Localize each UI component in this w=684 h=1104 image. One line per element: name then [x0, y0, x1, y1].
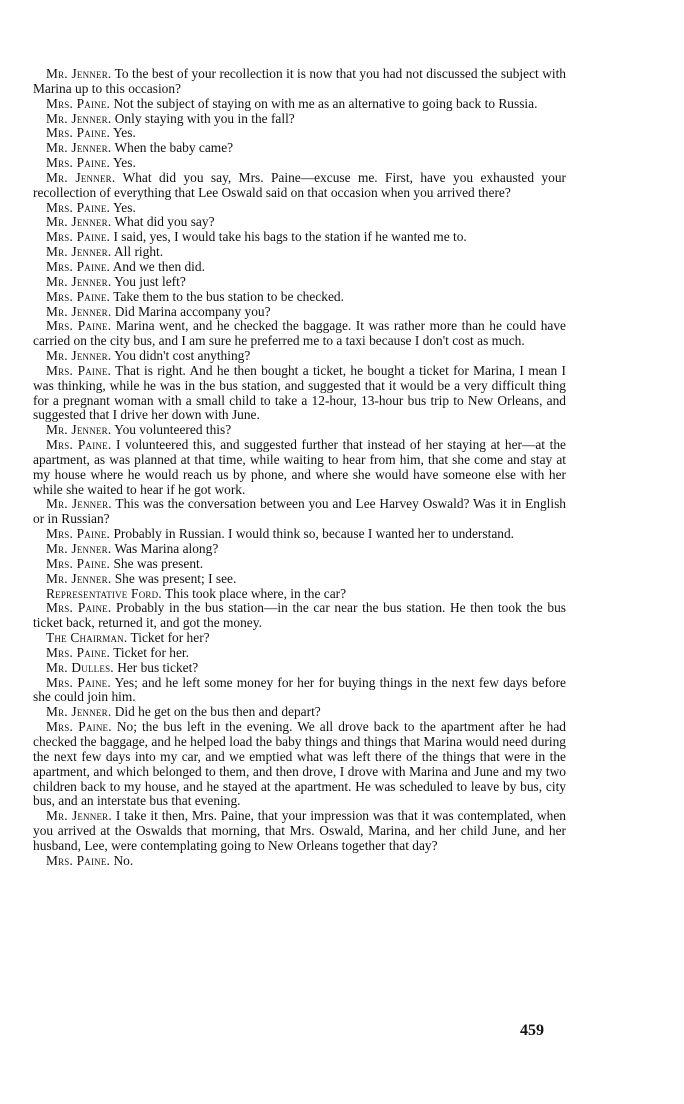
testimony-paragraph: [33, 67, 566, 97]
speaker-name: Mr. Jenner.: [46, 273, 112, 289]
speech-text: Ticket for her.: [113, 644, 189, 660]
speech-text: No.: [113, 852, 134, 868]
speaker-name: Mrs. Paine.: [46, 229, 111, 245]
speaker-name: Mrs. Paine.: [46, 125, 111, 141]
testimony-paragraph: [33, 112, 566, 127]
testimony-paragraph: [33, 349, 566, 364]
speech-text: You didn't cost anything?: [114, 348, 251, 364]
speech-text: Take them to the bus station to be checked.: [113, 288, 344, 304]
speaker-name: Mrs. Paine.: [46, 674, 111, 690]
testimony-paragraph: [33, 527, 566, 542]
speaker-name: Mr. Jenner.: [46, 110, 112, 126]
speech-text: What did you say?: [114, 214, 215, 230]
testimony-paragraph: [33, 497, 566, 527]
testimony-paragraph: [33, 661, 566, 676]
testimony-paragraph: [33, 319, 566, 349]
testimony-paragraph: [33, 646, 566, 661]
speech-text: I said, yes, I would take his bags to the station if he wanted me to.: [113, 229, 467, 245]
testimony-paragraph: [33, 557, 566, 572]
testimony-paragraph: [33, 260, 566, 275]
speech-text: When the baby came?: [114, 140, 234, 156]
speech-text: Not the subject of staying on with me as an alternative to going back to Russia.: [113, 95, 538, 111]
speaker-name: Mrs. Paine.: [46, 719, 112, 735]
testimony-paragraph: [33, 126, 566, 141]
speech-text: You just left?: [114, 273, 186, 289]
testimony-paragraph: [33, 631, 566, 646]
speaker-name: Mr. Jenner.: [46, 169, 116, 185]
testimony-paragraph: [33, 438, 566, 497]
speaker-name: Mr. Jenner.: [46, 808, 112, 824]
speech-text: And we then did.: [112, 258, 205, 274]
speech-text: Did Marina accompany you?: [114, 303, 271, 319]
speaker-name: Mrs. Paine.: [46, 555, 111, 571]
speaker-name: Mrs. Paine.: [46, 199, 111, 215]
speech-text: All right.: [113, 244, 164, 260]
speech-text: I volunteered this, and suggested further that instead of her staying at her—at the apartment, as was planned at that time, while waiting to hear from him, that she come and stay at my house where he would reach us by phone, and where she would have someone else with her while she waited to hear if he got work.: [33, 437, 567, 497]
speaker-name: Mr. Jenner.: [46, 303, 112, 319]
speaker-name: Mrs. Paine.: [46, 258, 111, 274]
speaker-name: Mrs. Paine.: [46, 95, 111, 111]
speech-text: This took place where, in the car?: [164, 585, 347, 601]
testimony-paragraph: [33, 601, 566, 631]
speech-text: I take it then, Mrs. Paine, that your impression was that it was contemplated, when you arrived at the Oswalds that morning, that Mrs. Oswald, Marina, and her child June, and her husband, Lee, were contemplating going to New Orleans together that day?: [33, 808, 566, 853]
testimony-paragraph: [33, 587, 566, 602]
testimony-paragraph: [33, 854, 566, 869]
speaker-name: Mr. Jenner.: [46, 541, 112, 556]
speaker-name: Mr. Jenner.: [46, 348, 112, 364]
testimony-paragraph: [33, 201, 566, 216]
testimony-paragraph: [33, 275, 566, 290]
testimony-paragraph: [33, 542, 566, 557]
testimony-paragraph: [33, 141, 566, 156]
speech-text: This was the conversation between you and Lee Harvey Oswald? Was it in English or in Russian?: [33, 496, 566, 527]
speech-text: Yes.: [112, 125, 136, 141]
testimony-paragraph: [33, 305, 566, 320]
speaker-name: Mrs. Paine.: [46, 318, 112, 334]
page-number: 459: [520, 1022, 544, 1039]
testimony-paragraph: [33, 423, 566, 438]
speech-text: What did you say, Mrs. Paine—excuse me. First, have you exhausted your recollection of everything that Lee Oswald said on that occasion when you arrived there?: [33, 169, 566, 200]
testimony-paragraph: [33, 215, 566, 230]
speaker-name: Mr. Jenner.: [46, 496, 112, 512]
speaker-name: Mrs. Paine.: [46, 288, 111, 304]
speaker-name: Mrs. Paine.: [46, 600, 112, 616]
testimony-paragraph: [33, 809, 566, 854]
testimony-paragraph: [33, 720, 566, 809]
speech-text: She was present.: [113, 555, 204, 571]
speech-text: To the best of your recollection it is now that you had not discussed the subject with Marina up to this occasion?: [33, 66, 566, 96]
speech-text: Ticket for her?: [130, 630, 210, 646]
testimony-paragraph: [33, 230, 566, 245]
speaker-name: Mr. Jenner.: [46, 66, 112, 81]
speaker-name: Mr. Jenner.: [46, 214, 112, 230]
speaker-name: Mrs. Paine.: [46, 437, 112, 453]
speech-text: Marina went, and he checked the baggage. It was rather more than he could have carried on the city bus, and I am sure he preferred me to a taxi because I don't cost as much.: [33, 318, 566, 349]
speech-text: Yes; and he left some money for her for buying things in the next few days before she could join him.: [33, 674, 567, 705]
speech-text: Yes.: [112, 199, 136, 215]
testimony-paragraph: [33, 290, 566, 305]
speaker-name: Mrs. Paine.: [46, 155, 111, 171]
speaker-name: Mr. Jenner.: [46, 244, 112, 260]
speech-text: You volunteered this?: [114, 422, 232, 438]
speech-text: Her bus ticket?: [117, 659, 199, 675]
testimony-paragraph: [33, 245, 566, 260]
speech-text: No; the bus left in the evening. We all drove back to the apartment after he had checked the baggage, and he helped load the baby things and things that Marina would need during the next few days into my car, and we emptied what was left there of the things that were in the apartment, and which belonged to them, and then drove, I drove with Marina and June and my two children back to my house, and he stayed at the apartment. He was scheduled to leave by bus, city bus, and an interstate bus that evening.: [33, 719, 566, 809]
speaker-name: Mrs. Paine.: [46, 644, 111, 660]
speech-text: Did he get on the bus then and depart?: [114, 704, 321, 720]
speech-text: Was Marina along?: [114, 541, 219, 556]
speaker-name: Mrs. Paine.: [46, 362, 112, 378]
speech-text: Probably in Russian. I would think so, because I wanted her to understand.: [113, 526, 514, 542]
transcript-body: [33, 67, 566, 869]
speaker-name: Mr. Jenner.: [46, 422, 112, 438]
speaker-name: Mr. Jenner.: [46, 140, 112, 156]
speech-text: Yes.: [112, 155, 136, 171]
speech-text: Only staying with you in the fall?: [114, 110, 295, 126]
speech-text: That is right. And he then bought a ticket, he bought a ticket for Marina, I mean I was thinking, while he was in the bus station, and suggested that it would be a very difficult thing for a pregnant woman with a small child to take a 12-hour, 13-hour bus trip to New Orleans, and suggested that I drive her down with June.: [33, 362, 566, 423]
testimony-paragraph: [33, 97, 566, 112]
speaker-name: The Chairman.: [46, 630, 128, 646]
testimony-paragraph: [33, 705, 566, 720]
speaker-name: Mrs. Paine.: [46, 852, 111, 868]
testimony-paragraph: [33, 156, 566, 171]
testimony-paragraph: [33, 676, 566, 706]
testimony-paragraph: [33, 171, 566, 201]
speaker-name: Mr. Jenner.: [46, 570, 112, 586]
speaker-name: Mr. Jenner.: [46, 704, 112, 720]
testimony-paragraph: [33, 364, 566, 423]
speech-text: She was present; I see.: [114, 570, 237, 586]
speaker-name: Mrs. Paine.: [46, 526, 111, 542]
speech-text: Probably in the bus station—in the car near the bus station. He then took the bus ticket back, returned it, and got the money.: [33, 600, 566, 631]
testimony-paragraph: [33, 572, 566, 587]
speaker-name: Representative Ford.: [46, 585, 162, 601]
speaker-name: Mr. Dulles.: [46, 659, 114, 675]
